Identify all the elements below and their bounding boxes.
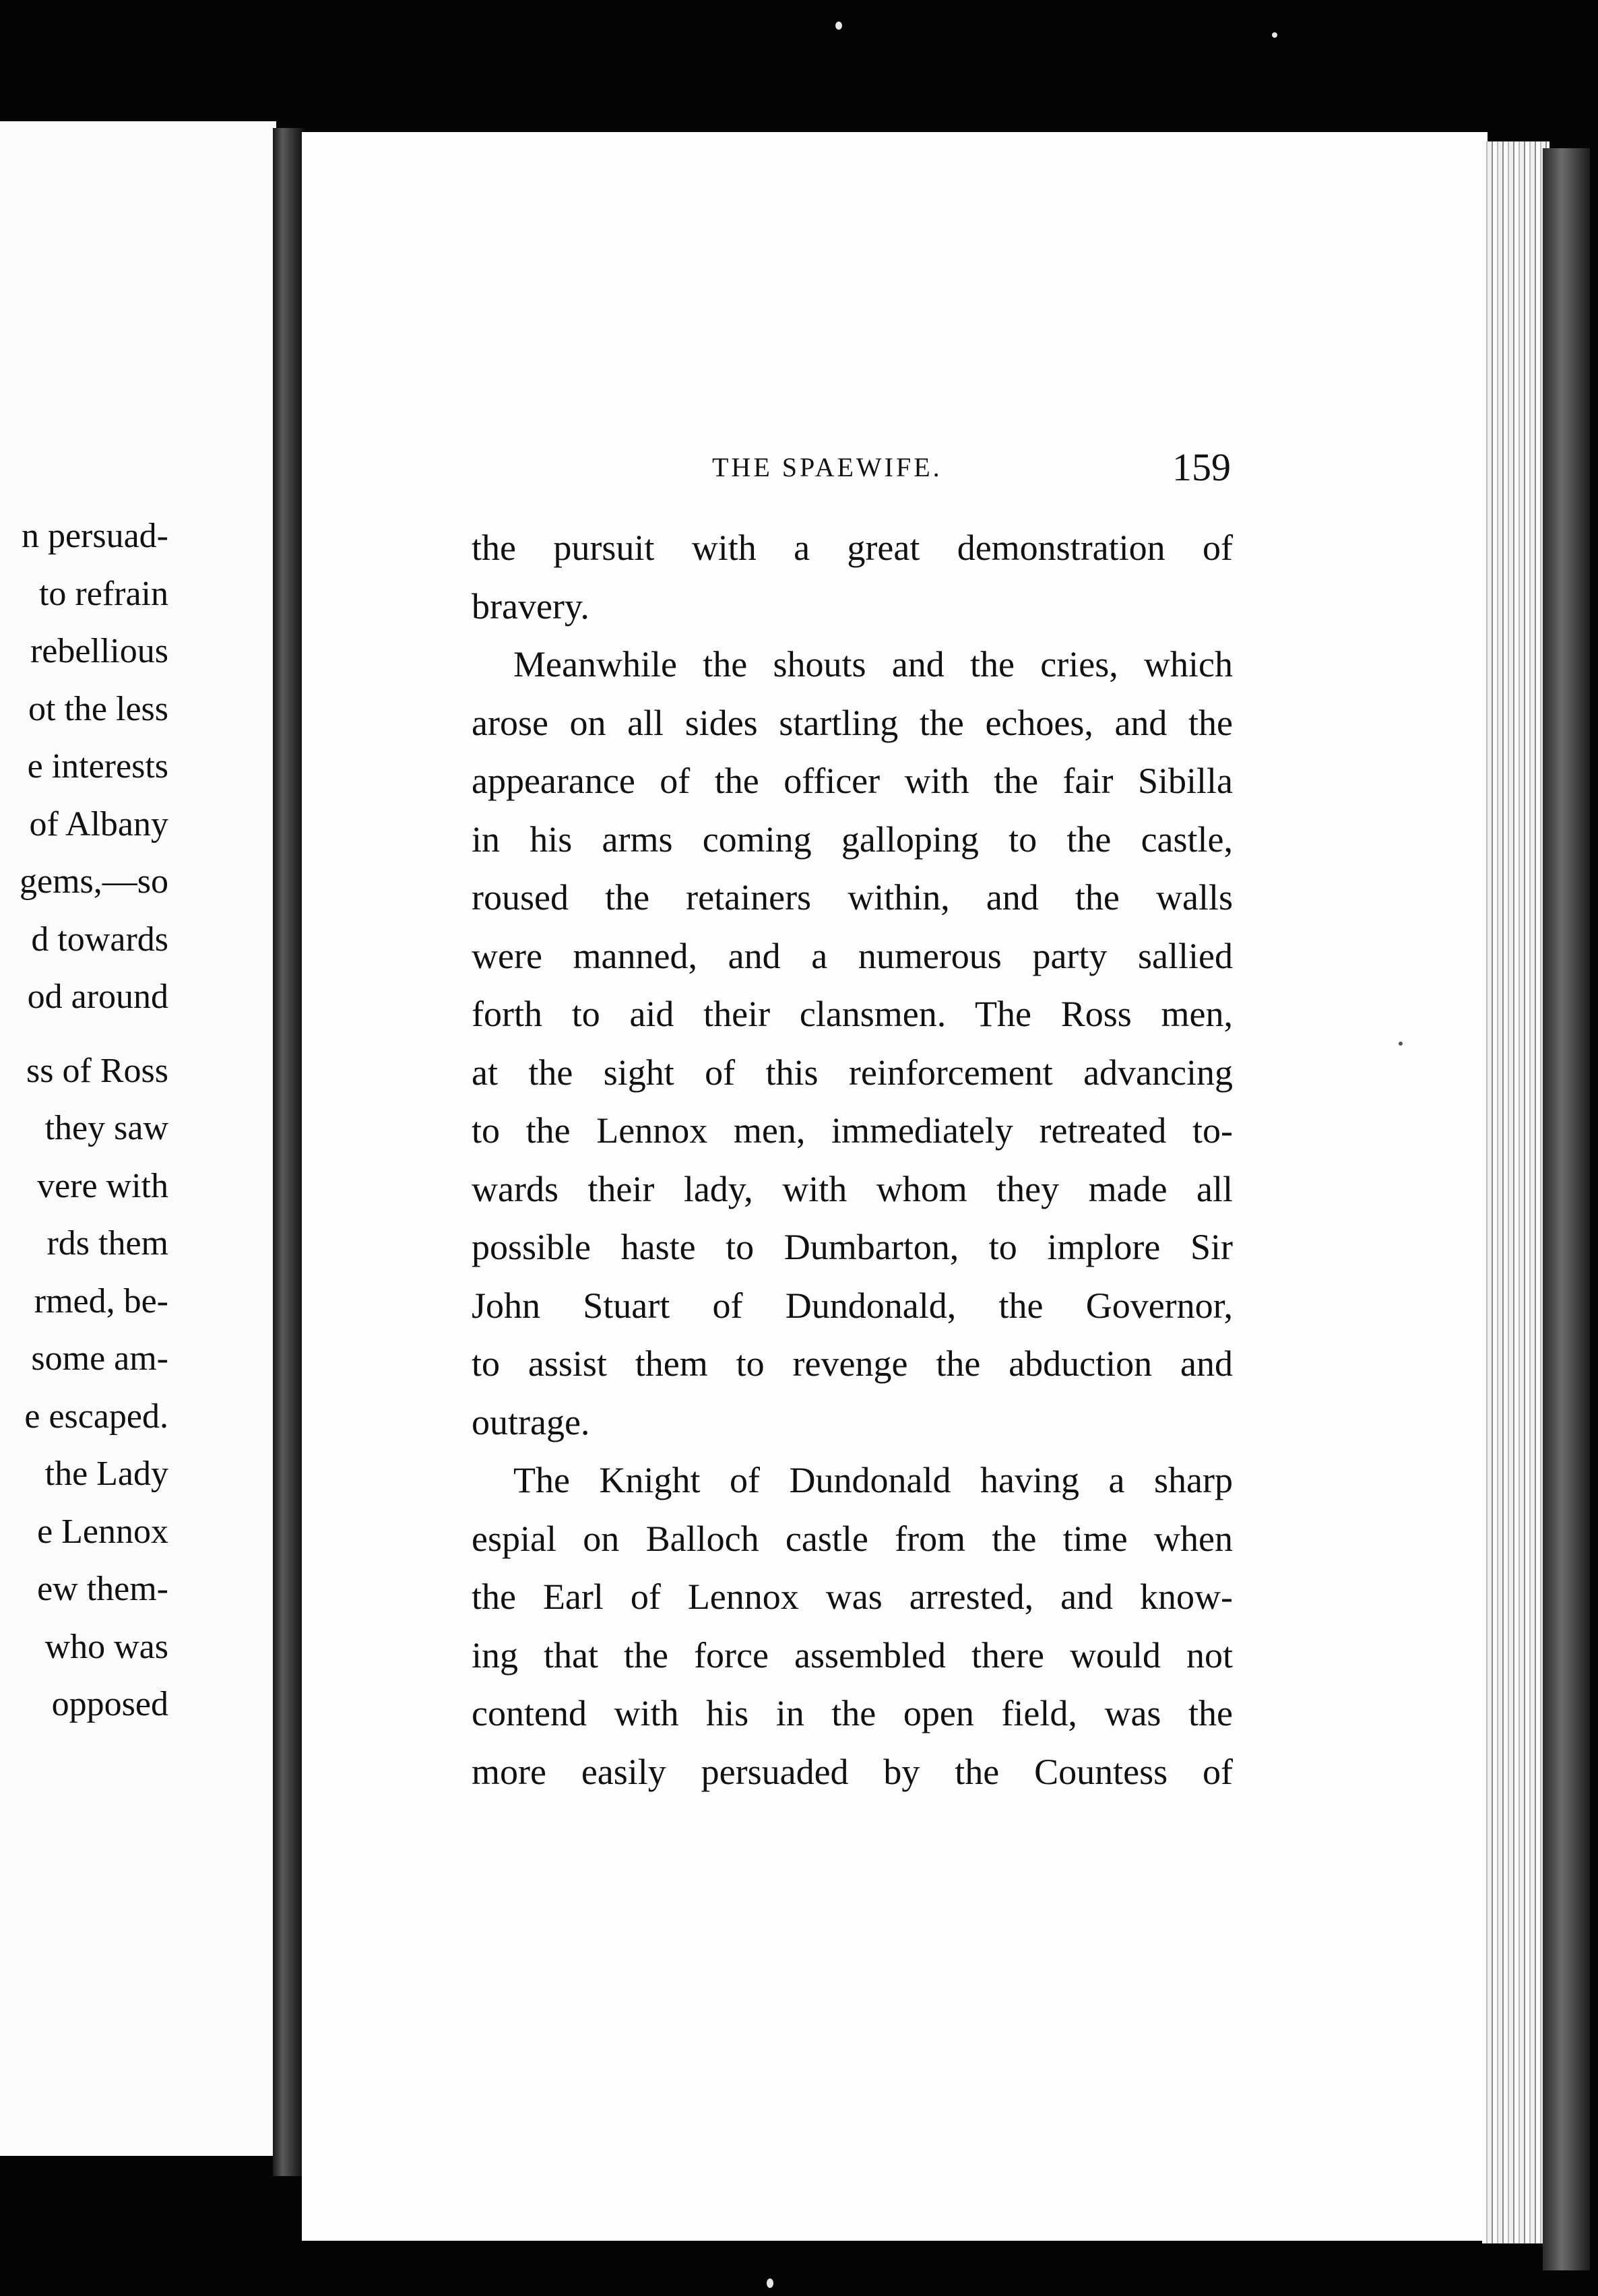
left-line: ss of Ross <box>26 1051 168 1090</box>
text-line: in his arms coming galloping to the castle, <box>472 819 1233 860</box>
text-line: wards their lady, with whom they made all <box>472 1168 1233 1209</box>
text-line: arose on all sides startling the echoes, and the <box>472 702 1233 743</box>
left-line: of Albany <box>29 804 168 843</box>
text-line: ing that the force assembled there would not <box>472 1634 1233 1676</box>
paragraph-start-line: The Knight of Dundonald having a sharp <box>513 1460 1233 1500</box>
left-line: e interests <box>27 747 168 786</box>
book-gutter <box>273 128 305 2176</box>
left-line: some am- <box>31 1339 168 1378</box>
dust-speck <box>767 2278 773 2288</box>
left-line: rebellious <box>30 632 168 670</box>
left-line: opposed <box>51 1685 168 1723</box>
left-line-gap <box>20 1026 168 1042</box>
text-line: forth to aid their clansmen. The Ross men, <box>472 994 1233 1034</box>
left-line: d towards <box>31 920 168 959</box>
left-line: vere with <box>37 1166 168 1205</box>
text-line: to the Lennox men, immediately retreated to- <box>472 1110 1233 1151</box>
dust-speck <box>835 22 842 30</box>
text-line: at the sight of this reinforcement advancing <box>472 1052 1233 1093</box>
body-text <box>472 519 1233 1801</box>
left-page <box>0 121 276 2156</box>
text-line: espial on Balloch castle from the time when <box>472 1518 1233 1559</box>
dust-speck <box>1272 32 1277 38</box>
left-line: the Lady <box>44 1455 168 1493</box>
text-line: more easily persuaded by the Countess of <box>472 1751 1233 1792</box>
text-line: roused the retainers within, and the walls <box>472 877 1233 918</box>
text-line: John Stuart of Dundonald, the Governor, <box>472 1285 1233 1326</box>
text-line: the pursuit with a great demonstration of <box>472 528 1233 568</box>
left-line: e Lennox <box>37 1512 168 1551</box>
text-line: appearance of the officer with the fair Sibilla <box>472 761 1233 801</box>
text-line: bravery. <box>472 585 589 627</box>
dust-speck <box>1399 1042 1403 1046</box>
left-line: gems,—so <box>20 862 168 901</box>
left-line: ew them- <box>37 1570 168 1608</box>
left-line: rds them <box>46 1224 168 1263</box>
running-head: THE SPAEWIFE. <box>712 452 942 482</box>
left-page-text <box>20 507 168 1733</box>
page-number: 159 <box>1172 445 1231 489</box>
left-line: e escaped. <box>24 1397 168 1436</box>
text-line: to assist them to revenge the abduction and <box>472 1343 1233 1384</box>
text-line: were manned, and a numerous party sallied <box>472 935 1233 976</box>
left-line: they saw <box>44 1109 168 1147</box>
left-line: rmed, be- <box>34 1281 168 1320</box>
text-line: contend with his in the open field, was the <box>472 1693 1233 1733</box>
left-line: who was <box>44 1627 168 1666</box>
left-line: od around <box>27 978 168 1016</box>
page-edges <box>1482 141 1549 2243</box>
book-cover-edge <box>1543 148 1590 2270</box>
paragraph-start-line: Meanwhile the shouts and the cries, which <box>513 644 1233 684</box>
left-line: n persuad- <box>21 517 168 555</box>
left-line: ot the less <box>28 689 168 728</box>
text-line: possible haste to Dumbarton, to implore Sir <box>472 1227 1233 1267</box>
text-line: the Earl of Lennox was arrested, and know- <box>472 1576 1233 1617</box>
left-line: to refrain <box>38 574 168 613</box>
text-line: outrage. <box>472 1401 590 1442</box>
